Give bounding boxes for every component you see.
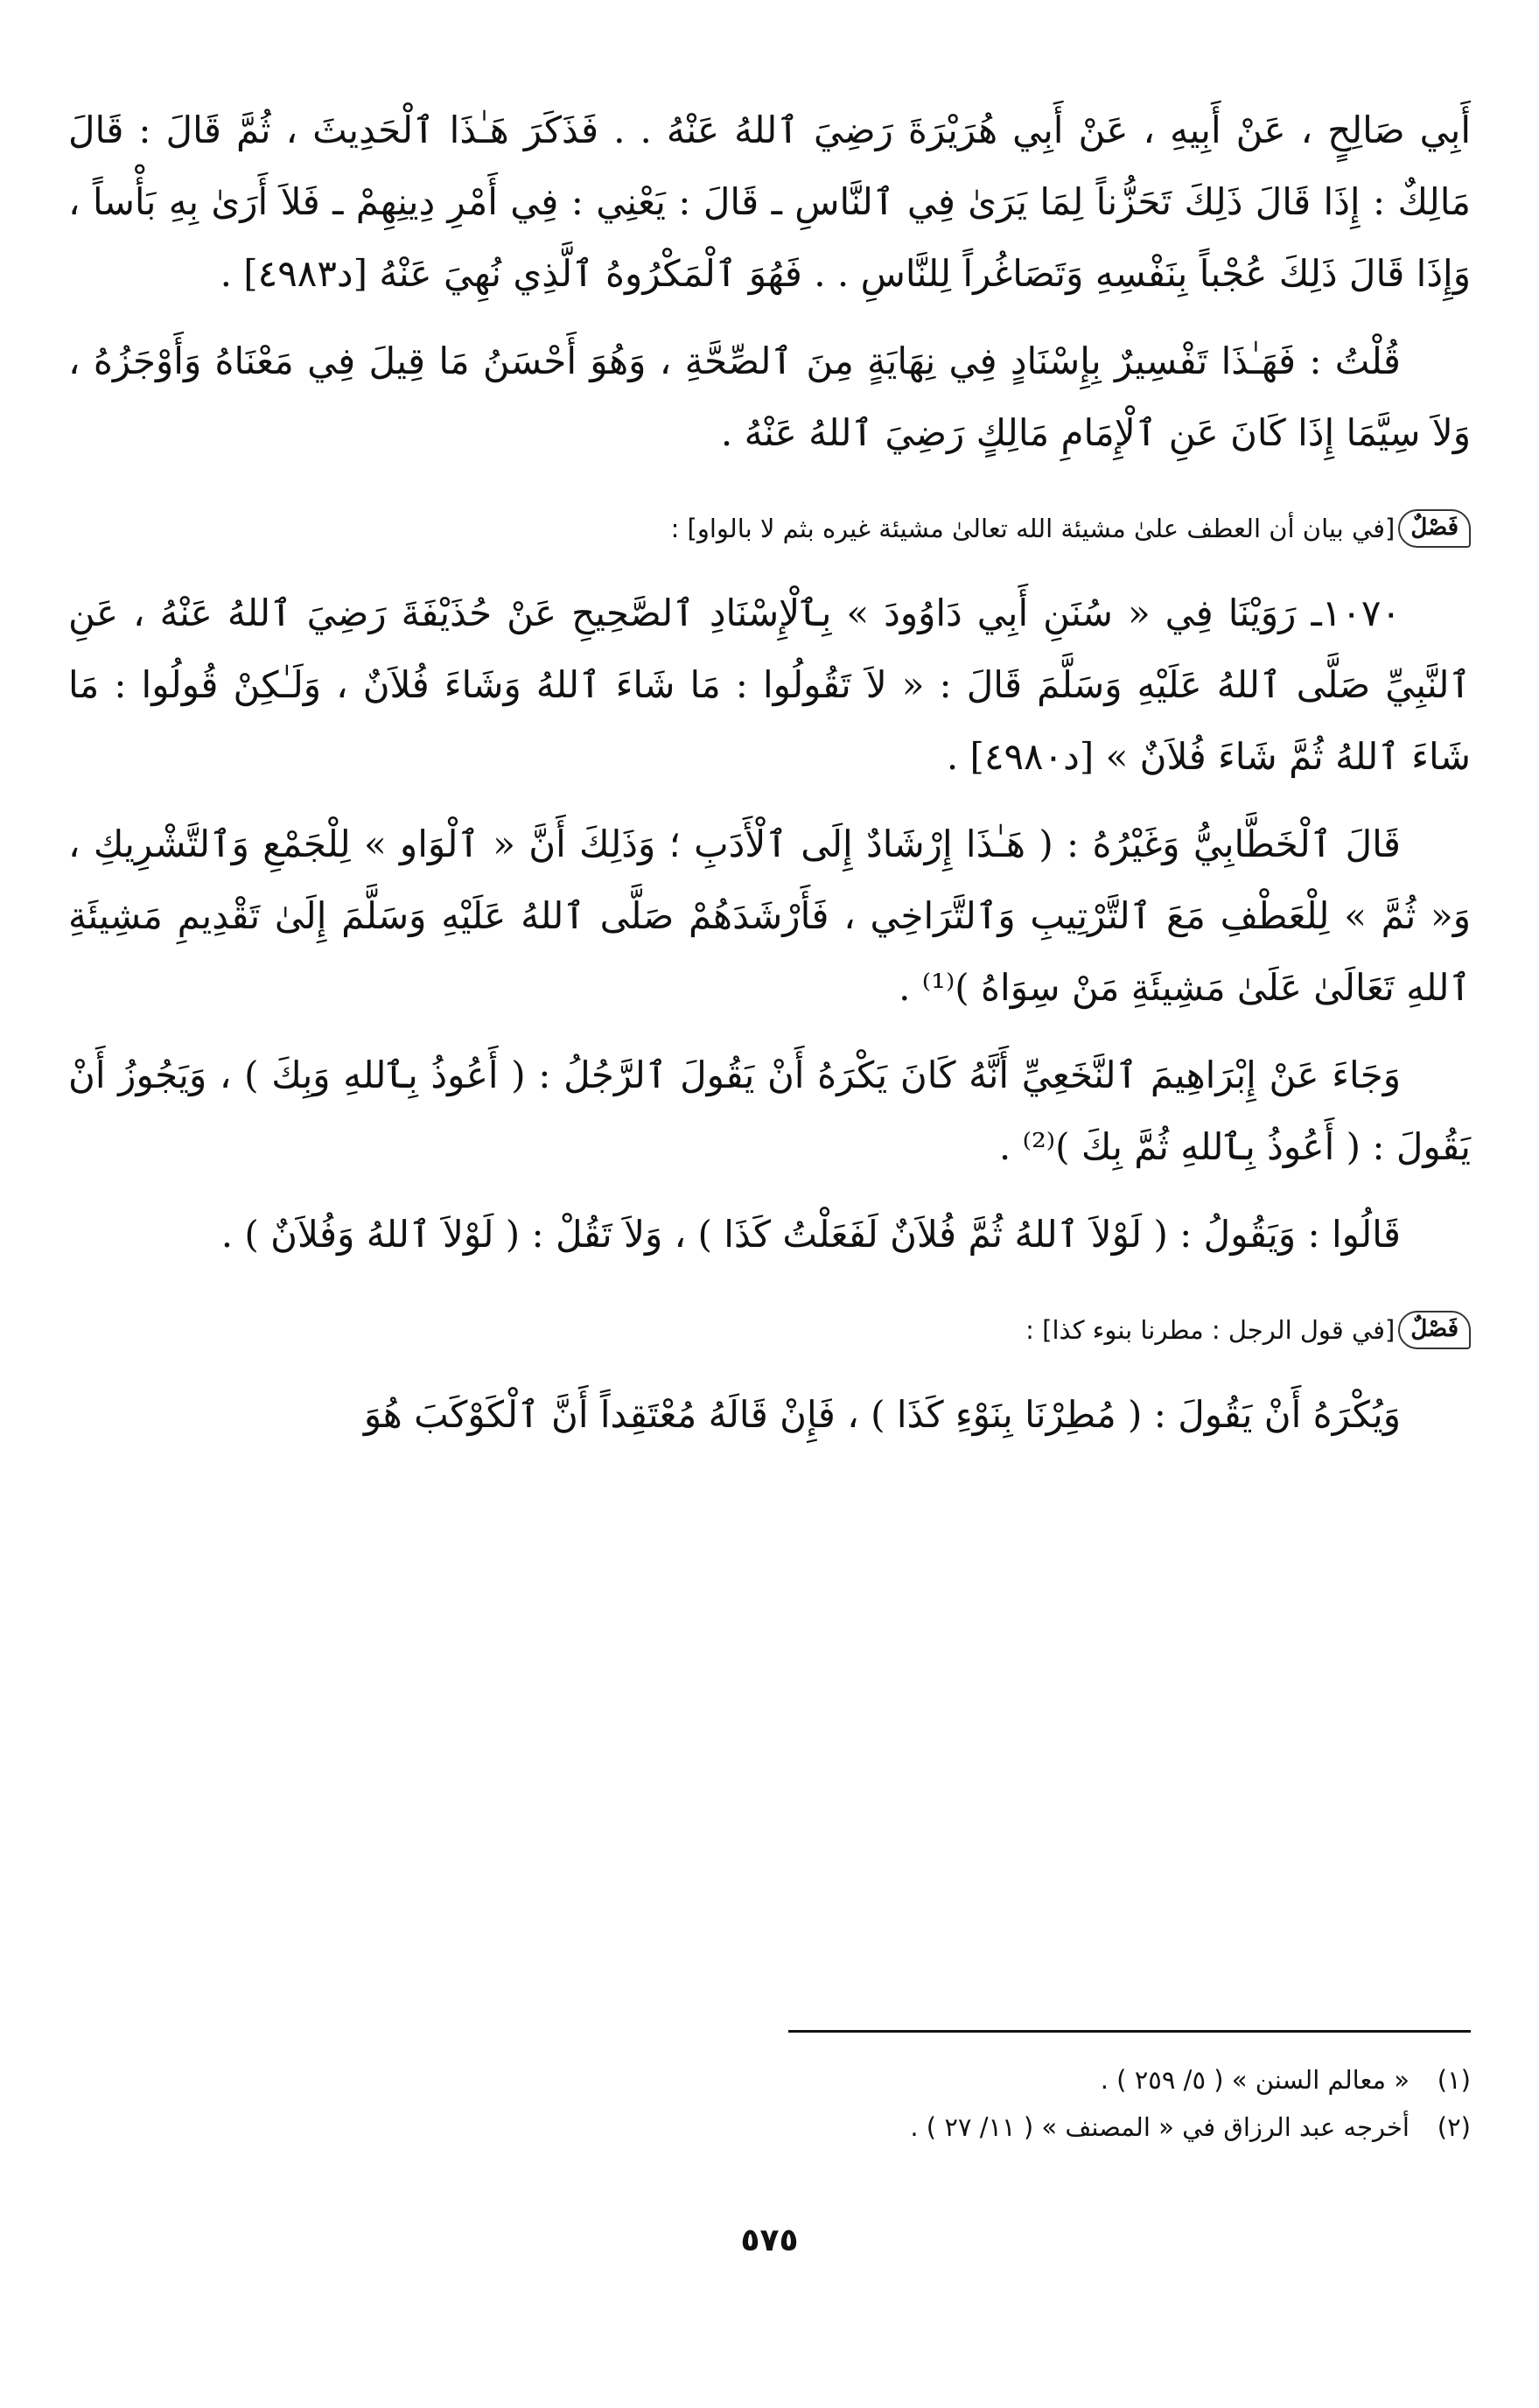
paragraph-1: أَبِي صَالِحٍ ، عَنْ أَبِيهِ ، عَنْ أَبِي هُرَيْرَةَ رَضِيَ ٱللهُ عَنْهُ . . فَذَكَرَ هَـٰذَا ٱلْحَدِيثَ ، ثُمَّ قَالَ : قَالَ مَالِكٌ : إِذَا قَالَ ذَلِكَ تَحَزُّناً لِمَا يَرَىٰ فِي ٱلنَّاسِ ـ قَالَ : يَعْنِي : فِي أَمْرِ دِينِهِمْ ـ فَلاَ أَرَىٰ بِهِ بَأْساً ، وَإِذَا قَالَ ذَلِكَ عُجْباً بِنَفْسِهِ وَتَصَاغُراً لِلنَّاسِ . . فَهُوَ ٱلْمَكْرُوهُ ٱلَّذِي نُهِيَ عَنْهُ [د٤٩٨٣] . — [68, 108, 1472, 295]
section-heading-1-text: [في بيان أن العطف علىٰ مشيئة الله تعالىٰ مشيئة غيره بثم لا بالواو] : — [670, 514, 1396, 543]
paragraph-4: قَالَ ٱلْخَطَّابِيُّ وَغَيْرُهُ : ( هَـٰذَا إِرْشَادٌ إِلَى ٱلْأَدَبِ ؛ وَذَلِكَ أَنَّ « ٱلْوَاو » لِلْجَمْعِ وَٱلتَّشْرِيكِ ، وَ« ثُمَّ » لِلْعَطْفِ مَعَ ٱلتَّرْتِيبِ وَٱلتَّرَاخِي ، فَأَرْشَدَهُمْ صَلَّى ٱللهُ عَلَيْهِ وَسَلَّمَ إِلَىٰ تَقْدِيمِ مَشِيئَةِ ٱللهِ تَعَالَىٰ عَلَىٰ مَشِيئَةِ مَنْ سِوَاهُ )⁽¹⁾ . — [68, 822, 1471, 1009]
section-heading-1 — [68, 509, 1471, 548]
footnote-1 — [68, 2056, 1471, 2104]
paragraph-2: قُلْتُ : فَهَـٰذَا تَفْسِيرٌ بِإِسْنَادٍ فِي نِهَايَةٍ مِنَ ٱلصِّحَّةِ ، وَهُوَ أَحْسَنُ مَا قِيلَ فِي مَعْنَاهُ وَأَوْجَزُهُ ، وَلاَ سِيَّمَا إِذَا كَانَ عَنِ ٱلْإِمَامِ مَالِكٍ رَضِيَ ٱللهُ عَنْهُ . — [68, 340, 1471, 454]
footnotes — [68, 2056, 1471, 2151]
paragraph-7: وَيُكْرَهُ أَنْ يَقُولَ : ( مُطِرْنَا بِنَوْءِ كَذَا ) ، فَإِنْ قَالَهُ مُعْتَقِداً أَنَّ ٱلْكَوْكَبَ هُوَ — [363, 1393, 1401, 1436]
hadith-1070: ١٠٧٠ـ رَوَيْنَا فِي « سُنَنِ أَبِي دَاوُودَ » بِٱلْإِسْنَادِ ٱلصَّحِيحِ عَنْ حُذَيْفَةَ رَضِيَ ٱللهُ عَنْهُ ، عَنِ ٱلنَّبِيِّ صَلَّى ٱللهُ عَلَيْهِ وَسَلَّمَ قَالَ : « لاَ تَقُولُوا : مَا شَاءَ ٱللهُ وَشَاءَ فُلاَنٌ ، وَلَـٰكِنْ قُولُوا : مَا شَاءَ ٱللهُ ثُمَّ شَاءَ فُلاَنٌ » [د٤٩٨٠] . — [68, 592, 1471, 778]
footnote-text: أخرجه عبد الرزاق في « المصنف » ( ١١/ ٢٧ ) . — [910, 2112, 1410, 2142]
footnote-number: (٢) — [1437, 2112, 1471, 2142]
footnote-2 — [68, 2104, 1471, 2151]
main-text — [68, 94, 1471, 1466]
section-heading-2-text: [في قول الرجل : مطرنا بنوء كذا] : — [1025, 1315, 1396, 1345]
footnote-divider — [788, 2030, 1471, 2033]
page-number: ٥٧٥ — [740, 2222, 799, 2258]
paragraph-6: قَالُوا : وَيَقُولُ : ( لَوْلاَ ٱللهُ ثُمَّ فُلاَنٌ لَفَعَلْتُ كَذَا ) ، وَلاَ تَقُلْ : ( لَوْلاَ ٱللهُ وَفُلاَنٌ ) . — [220, 1213, 1401, 1256]
footnote-text: « معالم السنن » ( ٥/ ٢٥٩ ) . — [1100, 2065, 1410, 2095]
paragraph-5: وَجَاءَ عَنْ إِبْرَاهِيمَ ٱلنَّخَعِيِّ أَنَّهُ كَانَ يَكْرَهُ أَنْ يَقُولَ ٱلرَّجُلُ : ( أَعُوذُ بِٱللهِ وَبِكَ ) ، وَيَجُوزُ أَنْ يَقُولَ : ( أَعُوذُ بِٱللهِ ثُمَّ بِكَ )⁽²⁾ . — [68, 1054, 1471, 1168]
fasl-ornament-icon: فَصْلٌ — [1398, 1311, 1471, 1349]
section-heading-2 — [68, 1311, 1471, 1349]
footnote-number: (١) — [1437, 2065, 1471, 2095]
fasl-ornament-icon: فَصْلٌ — [1398, 509, 1471, 548]
